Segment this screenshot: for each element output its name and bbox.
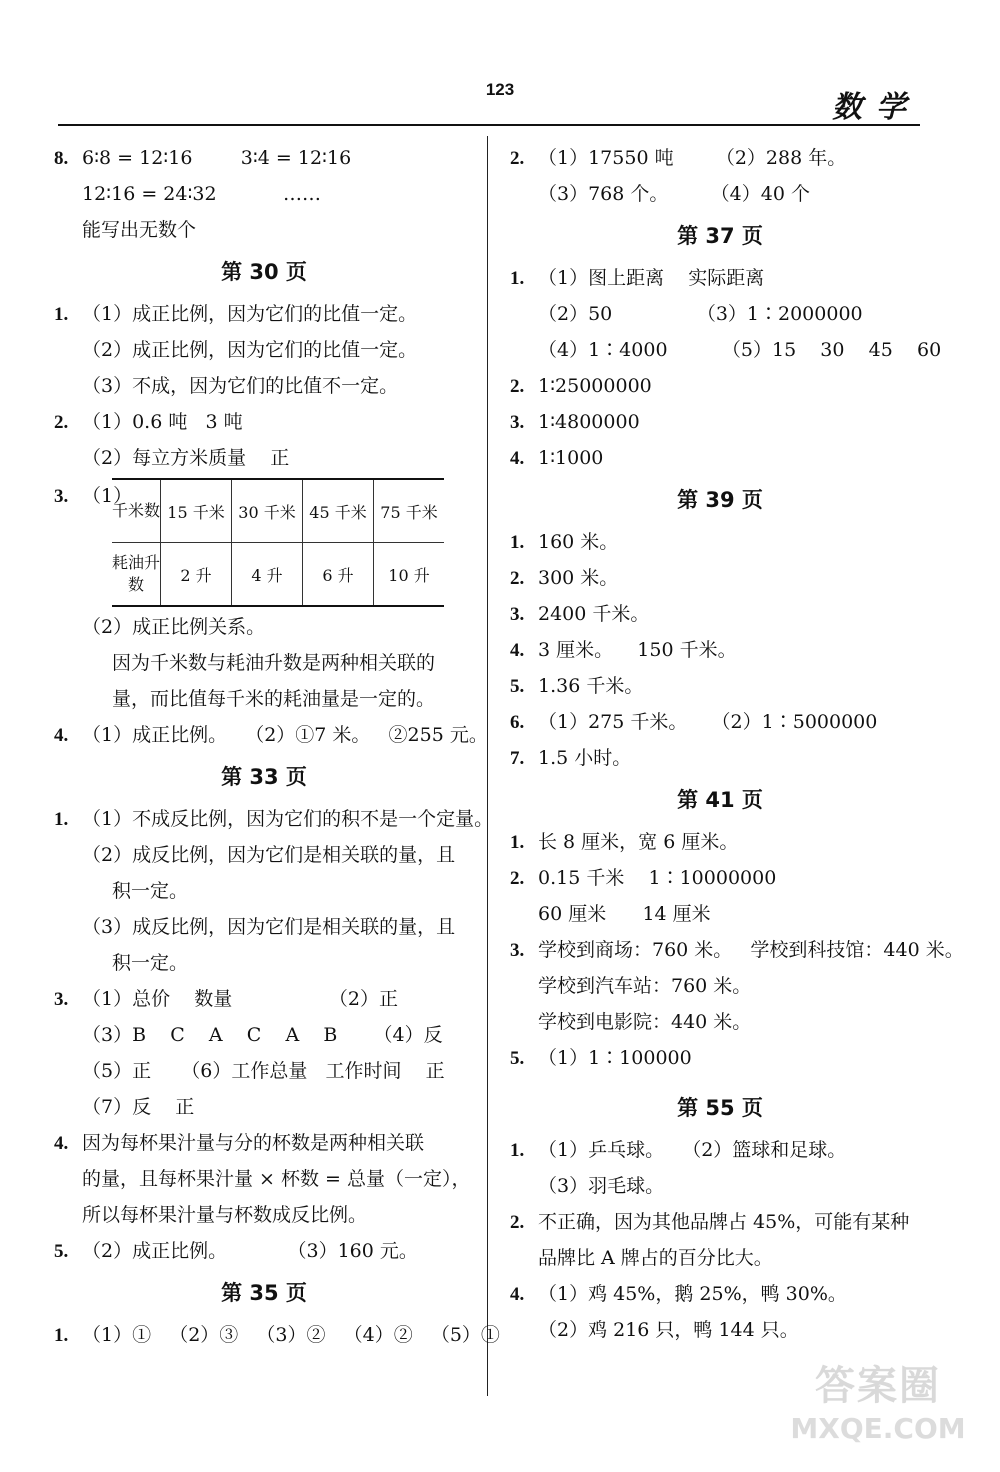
section-heading-p35: 第 35 页 (221, 1281, 307, 1305)
table-cell: 75 千米 (374, 479, 445, 543)
answer-line: 4. （1）成正比例。 （2）①7 米。 ②255 元。 (54, 724, 488, 746)
table-cell: 30 千米 (232, 479, 303, 543)
answer-line: （2）成正比例，因为它们的比值一定。 (82, 339, 418, 361)
answer-line: 学校到汽车站：760 米。 (538, 975, 752, 997)
answer-line: （2）每立方米质量 正 (82, 447, 290, 469)
answer-line: 3. 学校到商场：760 米。 学校到科技馆：440 米。 (510, 939, 964, 961)
section-heading-p33: 第 33 页 (221, 765, 307, 789)
answer-line: 5. （2）成正比例。 （3）160 元。 (54, 1240, 418, 1262)
answer-line: 2. 300 米。 (510, 567, 619, 589)
answer-line: （2）成正比例关系。 (82, 616, 266, 638)
answer-line: （2）成反比例，因为它们是相关联的量，且 (82, 844, 456, 866)
answer-line: （7）反 正 (82, 1096, 195, 1118)
answer-line: 2. 0.15 千米 1∶10000000 (510, 867, 777, 889)
answer-line: 因为千米数与耗油升数是两种相关联的 (112, 652, 436, 674)
answer-line: 5. 1.36 千米。 (510, 675, 644, 697)
table-cell: 6 升 (303, 543, 374, 607)
column-divider (487, 136, 488, 1396)
answer-line: 2. 1∶25000000 (510, 375, 652, 397)
answer-line: 能写出无数个 (82, 219, 197, 241)
section-heading-p30: 第 30 页 (221, 260, 307, 284)
answer-line: 1. （1）不成反比例，因为它们的积不是一个定量。 (54, 808, 494, 830)
answer-line: 1. （1）乒乓球。 （2）篮球和足球。 (510, 1139, 847, 1161)
answer-line: （2）鸡 216 只，鸭 144 只。 (538, 1319, 799, 1341)
answer-line: 4. （1）鸡 45%，鹅 25%，鸭 30%。 (510, 1283, 847, 1305)
answer-line: （3）不成，因为它们的比值不一定。 (82, 375, 399, 397)
section-heading-p39: 第 39 页 (677, 488, 763, 512)
answer-line: 的量，且每杯果汁量 × 杯数 = 总量（一定）， (82, 1168, 471, 1190)
table-cell: 45 千米 (303, 479, 374, 543)
answer-line: （2）50 （3）1∶2000000 (538, 303, 863, 325)
answer-line: 量，而比值每千米的耗油量是一定的。 (112, 688, 436, 710)
answer-line: 60 厘米 14 厘米 (538, 903, 711, 925)
answer-line: 1. （1）成正比例，因为它们的比值一定。 (54, 303, 418, 325)
answer-line: 4. 因为每杯果汁量与分的杯数是两种相关联 (54, 1132, 425, 1154)
answer-line: 1. （1）① （2）③ （3）② （4）② （5）① (54, 1324, 500, 1346)
answer-line: （3）B C A C A B （4）反 (82, 1024, 443, 1046)
table-cell: 4 升 (232, 543, 303, 607)
answer-line: 2. 不正确，因为其他品牌占 45%，可能有某种 (510, 1211, 910, 1233)
answer-line: 2. （1）17550 吨 （2）288 年。 (510, 147, 847, 169)
answer-line: 2. （1）0.6 吨 3 吨 (54, 411, 243, 433)
answer-line: 3. （1）总价 数量 （2）正 (54, 988, 398, 1010)
watermark-seal: 答案圈 (815, 1363, 941, 1409)
section-heading-p41: 第 41 页 (677, 788, 763, 812)
answer-line: 1. （1）图上距离 实际距离 (510, 267, 765, 289)
section-heading-p55: 第 55 页 (677, 1096, 763, 1120)
answer-line: 4. 1∶1000 (510, 447, 604, 469)
answer-line: 所以每杯果汁量与杯数成反比例。 (82, 1204, 368, 1226)
answer-line: 3. 2400 千米。 (510, 603, 650, 625)
answer-line: （3）羽毛球。 (538, 1175, 665, 1197)
mileage-fuel-table (112, 478, 444, 607)
answer-line: 12∶16 = 24∶32 …… (82, 183, 322, 205)
answer-line: 1. 160 米。 (510, 531, 619, 553)
table-cell: 10 升 (374, 543, 445, 607)
section-heading-p37: 第 37 页 (677, 224, 763, 248)
answer-line: 1. 长 8 厘米，宽 6 厘米。 (510, 831, 739, 853)
answer-line: 6. （1）275 千米。 （2）1∶5000000 (510, 711, 878, 733)
page-number: 123 (485, 80, 515, 99)
watermark-logo (788, 1360, 968, 1456)
watermark-url: MXQE.COM (790, 1412, 966, 1445)
answer-line: 积一定。 (112, 880, 189, 902)
answer-line: （4）1∶4000 （5）15 30 45 60 (538, 339, 942, 361)
table-head: 耗油升数 (112, 543, 161, 607)
table-cell: 15 千米 (161, 479, 232, 543)
answer-line: 7. 1.5 小时。 (510, 747, 632, 769)
answer-line: （3）成反比例，因为它们是相关联的量，且 (82, 916, 456, 938)
answer-line: 品牌比 A 牌占的百分比大。 (538, 1247, 773, 1269)
right-column (510, 140, 964, 1348)
answer-line: 4. 3 厘米。 150 千米。 (510, 639, 737, 661)
answer-line: （3）768 个。 （4）40 个 (538, 183, 810, 205)
table-cell: 2 升 (161, 543, 232, 607)
answer-line: 3. 1∶4800000 (510, 411, 640, 433)
left-column (54, 140, 500, 1353)
answer-line: 积一定。 (112, 952, 189, 974)
subject-title: 数学 (832, 90, 920, 125)
answer-table-block: 3. （1） 千米数 15 千米 30 千米 45 千米 75 千米 耗油升数 2 升 4 升 6 升 10 升 (54, 478, 474, 607)
answer-line: 学校到电影院：440 米。 (538, 1011, 752, 1033)
answer-line: 8. 6∶8 = 12∶16 3∶4 = 12∶16 (54, 147, 352, 169)
answer-line: （5）正 （6）工作总量 工作时间 正 (82, 1060, 445, 1082)
answer-line: 5. （1）1∶100000 (510, 1047, 692, 1069)
header-rule (58, 124, 920, 126)
table-head: 千米数 (112, 479, 161, 543)
